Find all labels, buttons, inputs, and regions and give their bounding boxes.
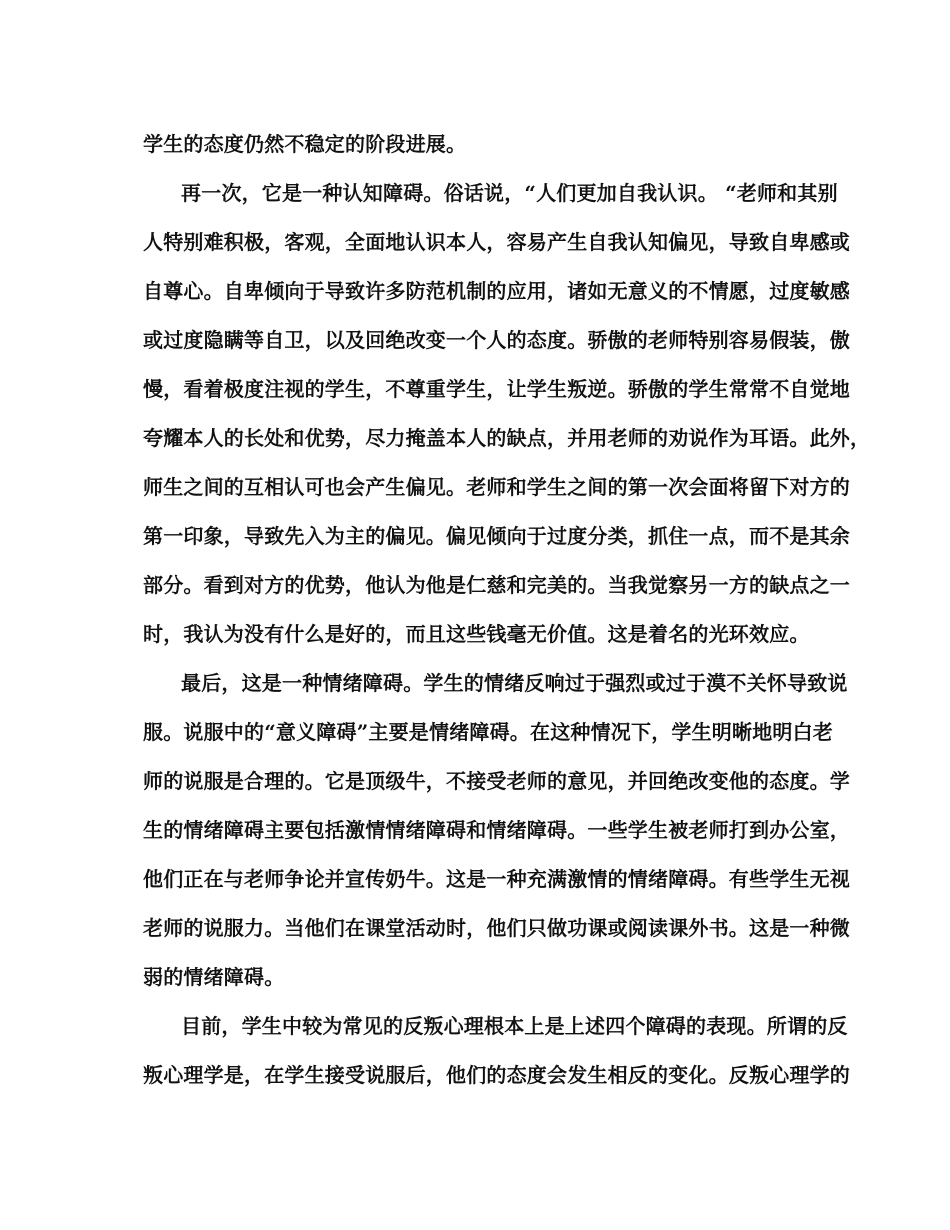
- text-line: 时，我认为没有什么是好的，而且这些钱毫无价值。这是着名的光环效应。: [143, 622, 810, 646]
- text-line: 弱的情绪障碍。: [143, 965, 285, 989]
- text-line: 师的说服是合理的。它是顶级牛，不接受老师的意见，并回绝改变他的态度。学: [143, 769, 850, 793]
- paragraph-first-line: 最后，这是一种情绪障碍。学生的情绪反响过于强烈或过于漠不关怀导致说: [181, 671, 848, 695]
- text-line: 老师的说服力。当他们在课堂活动时，他们只做功课或阅读课外书。这是一种微: [143, 916, 850, 940]
- text-line: 自尊心。自卑倾向于导致许多防范机制的应用，诸如无意义的不情愿，过度敏感: [143, 279, 850, 303]
- text-line: 夸耀本人的长处和优势，尽力掩盖本人的缺点，并用老师的劝说作为耳语。此外，: [143, 426, 871, 450]
- text-line: 师生之间的互相认可也会产生偏见。老师和学生之间的第一次会面将留下对方的: [143, 475, 850, 499]
- text-line: 学生的态度仍然不稳定的阶段进展。: [143, 132, 467, 156]
- text-line: 或过度隐瞒等自卫，以及回绝改变一个人的态度。骄傲的老师特别容易假装，傲: [143, 328, 850, 352]
- text-line: 第一印象，导致先入为主的偏见。偏见倾向于过度分类，抓住一点，而不是其余: [143, 524, 850, 548]
- text-line: 他们正在与老师争论并宣传奶牛。这是一种充满激情的情绪障碍。有些学生无视: [143, 867, 850, 891]
- paragraph-first-line: 再一次，它是一种认知障碍。俗话说，“人们更加自我认识。 “老师和其别: [181, 181, 838, 205]
- text-line: 人特别难积极，客观，全面地认识本人，容易产生自我认知偏见，导致自卑感或: [143, 230, 850, 254]
- text-line: 慢，看着极度注视的学生，不尊重学生，让学生叛逆。骄傲的学生常常不自觉地: [143, 377, 850, 401]
- text-line: 部分。看到对方的优势，他认为他是仁慈和完美的。当我觉察另一方的缺点之一: [143, 573, 850, 597]
- text-line: 服。说服中的“意义障碍”主要是情绪障碍。在这种情况下，学生明晰地明白老: [143, 720, 834, 744]
- paragraph-first-line: 目前，学生中较为常见的反叛心理根本上是上述四个障碍的表现。所谓的反: [181, 1014, 848, 1038]
- text-line: 叛心理学是，在学生接受说服后，他们的态度会发生相反的变化。反叛心理学的: [143, 1063, 850, 1087]
- text-line: 生的情绪障碍主要包括激情情绪障碍和情绪障碍。一些学生被老师打到办公室，: [143, 818, 850, 842]
